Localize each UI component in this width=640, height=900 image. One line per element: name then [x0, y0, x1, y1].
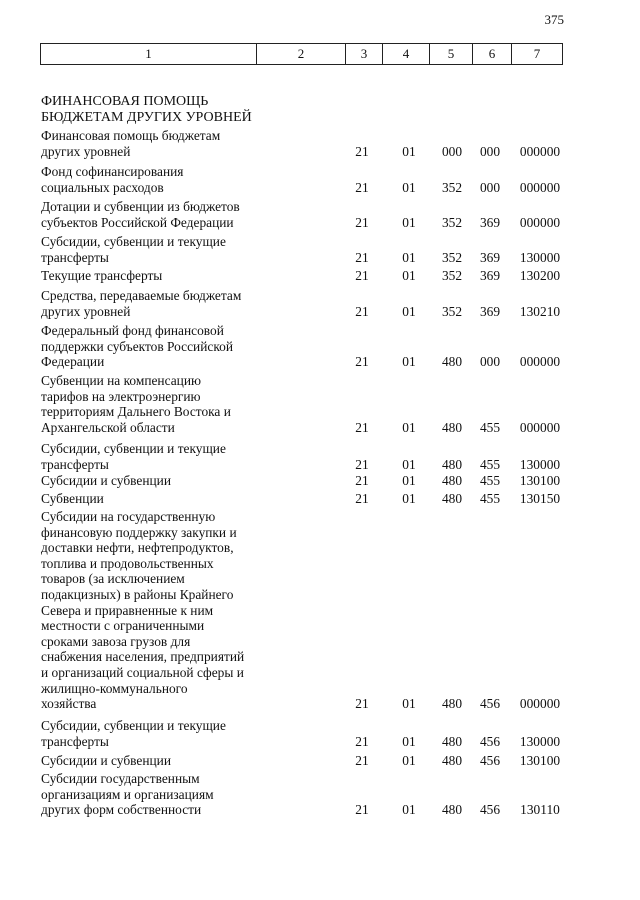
row-code-c5: 000: [441, 143, 463, 159]
row-code-c5: 480: [441, 696, 463, 712]
table-row: [0, 234, 640, 265]
column-header-1: 1: [41, 44, 257, 65]
row-label: Субсидии, субвенции и текущие трансферты: [41, 718, 226, 749]
row-code-c7: 000000: [519, 214, 561, 230]
row-code-c3: 21: [355, 696, 369, 712]
row-code-c3: 21: [355, 303, 369, 319]
table-row: [0, 441, 640, 472]
row-code-c7: 130200: [519, 268, 561, 283]
row-code-c6: 455: [479, 473, 501, 488]
row-code-c4: 01: [402, 249, 416, 265]
column-header-2: 2: [257, 44, 346, 65]
row-label: Субсидии и субвенции: [41, 753, 171, 768]
row-code-c3: 21: [355, 456, 369, 472]
table-row: [0, 128, 640, 159]
row-code-c7: 130210: [519, 303, 561, 319]
table-row: [0, 771, 640, 818]
row-code-c5: 480: [441, 802, 463, 818]
row-label: Субвенции на компенсацию тарифов на электроэнергию территориям Дальнего Востока и Архангельской области: [41, 373, 231, 435]
row-code-c6: 369: [479, 268, 501, 283]
row-code-c6: 455: [479, 456, 501, 472]
column-header-table: [40, 43, 563, 65]
section-title: ФИНАНСОВАЯ ПОМОЩЬ БЮДЖЕТАМ ДРУГИХ УРОВНЕЙ: [41, 94, 252, 125]
row-code-c5: 480: [441, 733, 463, 749]
row-code-c3: 21: [355, 753, 369, 768]
table-row: [0, 491, 640, 507]
row-label: Финансовая помощь бюджетам других уровней: [41, 128, 221, 159]
row-code-c3: 21: [355, 733, 369, 749]
row-code-c5: 480: [441, 491, 463, 506]
row-code-c4: 01: [402, 179, 416, 195]
row-code-c5: 480: [441, 753, 463, 768]
row-label: Федеральный фонд финансовой поддержки субъектов Российской Федерации: [41, 323, 234, 370]
row-code-c7: 130100: [519, 753, 561, 768]
row-code-c4: 01: [402, 491, 416, 506]
row-code-c7: 000000: [519, 354, 561, 370]
row-code-c6: 369: [479, 303, 501, 319]
row-code-c6: 455: [479, 419, 501, 435]
row-code-c5: 352: [441, 268, 463, 283]
table-row: [0, 268, 640, 284]
row-code-c3: 21: [355, 268, 369, 283]
row-label: Субсидии, субвенции и текущие трансферты: [41, 234, 226, 265]
column-header-4: 4: [383, 44, 430, 65]
row-label: Дотации и субвенции из бюджетов субъектов Российской Федерации: [41, 199, 240, 230]
column-header-row: [41, 44, 563, 65]
row-code-c3: 21: [355, 179, 369, 195]
row-code-c6: 455: [479, 491, 501, 506]
row-label: Субвенции: [41, 491, 104, 506]
column-header-5: 5: [430, 44, 473, 65]
row-label: Субсидии на государственную финансовую поддержку закупки и доставки нефти, нефтепродуктов, топлива и продовольственных товаров (за исключением подакцизных) в районы Крайнего Севера и приравненные к ним местности с ограниченными сроками завоза грузов для снабжения населения, предприятий и организаций социальной сферы и жилищно-коммунального хозяйства: [41, 509, 245, 712]
row-code-c7: 000000: [519, 179, 561, 195]
row-code-c4: 01: [402, 303, 416, 319]
table-row: [0, 164, 640, 195]
row-code-c7: 130000: [519, 249, 561, 265]
row-label: Фонд софинансирования социальных расходов: [41, 164, 184, 195]
table-row: [0, 323, 640, 370]
table-row: [0, 473, 640, 489]
row-code-c4: 01: [402, 456, 416, 472]
row-code-c3: 21: [355, 491, 369, 506]
row-code-c7: 000000: [519, 696, 561, 712]
row-code-c6: 456: [479, 733, 501, 749]
row-label: Субсидии, субвенции и текущие трансферты: [41, 441, 226, 472]
row-code-c6: 456: [479, 753, 501, 768]
row-code-c5: 480: [441, 419, 463, 435]
row-code-c5: 352: [441, 249, 463, 265]
row-code-c5: 352: [441, 214, 463, 230]
table-row: [0, 199, 640, 230]
row-code-c4: 01: [402, 802, 416, 818]
row-code-c6: 000: [479, 354, 501, 370]
row-code-c6: 000: [479, 179, 501, 195]
row-code-c7: 130110: [520, 802, 560, 818]
column-header-6: 6: [473, 44, 512, 65]
row-code-c7: 000000: [519, 419, 561, 435]
row-code-c5: 480: [441, 473, 463, 488]
row-code-c3: 21: [355, 354, 369, 370]
row-code-c3: 21: [355, 143, 369, 159]
row-code-c4: 01: [402, 473, 416, 488]
row-code-c4: 01: [402, 733, 416, 749]
row-code-c6: 456: [479, 802, 501, 818]
row-code-c3: 21: [355, 249, 369, 265]
row-code-c7: 130000: [519, 456, 561, 472]
row-code-c6: 369: [479, 249, 501, 265]
row-code-c3: 21: [355, 214, 369, 230]
row-code-c4: 01: [402, 354, 416, 370]
row-code-c3: 21: [355, 473, 369, 488]
row-code-c4: 01: [402, 143, 416, 159]
row-label: Субсидии государственным организациям и организациям других форм собственности: [41, 771, 214, 818]
row-code-c4: 01: [402, 696, 416, 712]
table-row: [0, 753, 640, 769]
row-code-c3: 21: [355, 802, 369, 818]
row-label: Средства, передаваемые бюджетам других уровней: [41, 288, 242, 319]
row-code-c7: 000000: [519, 143, 561, 159]
row-code-c7: 130000: [519, 733, 561, 749]
row-code-c4: 01: [402, 419, 416, 435]
row-code-c6: 000: [479, 143, 501, 159]
page-number: 375: [544, 12, 564, 27]
column-header-3: 3: [346, 44, 383, 65]
table-row: [0, 288, 640, 319]
row-code-c4: 01: [402, 268, 416, 283]
row-code-c7: 130100: [519, 473, 561, 488]
row-code-c5: 352: [441, 179, 463, 195]
row-code-c4: 01: [402, 753, 416, 768]
row-code-c4: 01: [402, 214, 416, 230]
table-row: [0, 373, 640, 435]
row-code-c3: 21: [355, 419, 369, 435]
row-code-c5: 480: [441, 354, 463, 370]
row-code-c5: 480: [441, 456, 463, 472]
row-code-c6: 456: [479, 696, 501, 712]
table-row: [0, 718, 640, 749]
row-label: Субсидии и субвенции: [41, 473, 171, 488]
row-code-c6: 369: [479, 214, 501, 230]
row-label: Текущие трансферты: [41, 268, 163, 283]
table-row: [0, 509, 640, 712]
row-code-c7: 130150: [519, 491, 561, 506]
column-header-7: 7: [512, 44, 563, 65]
row-code-c5: 352: [441, 303, 463, 319]
